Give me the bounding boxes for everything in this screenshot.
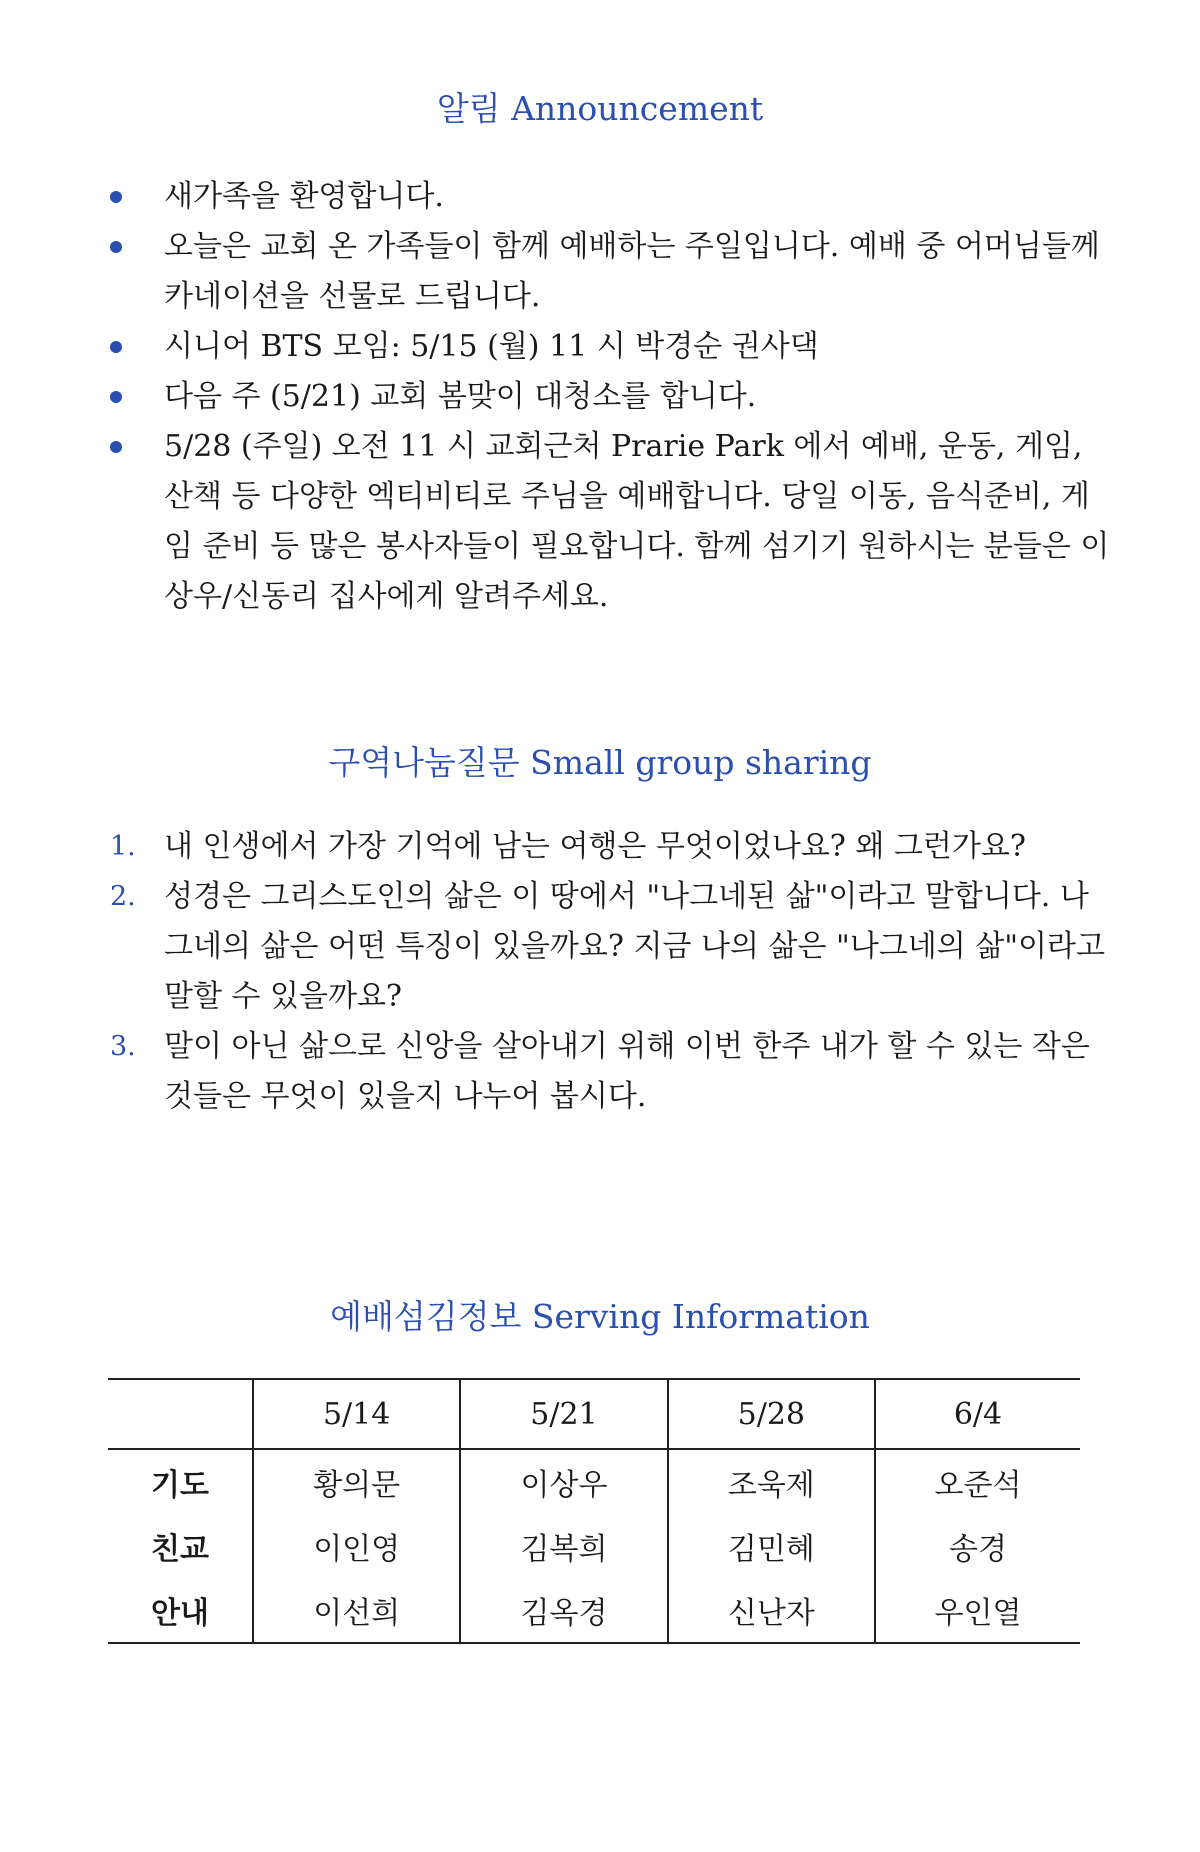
bullet-icon: [110, 391, 122, 403]
table-cell: 김옥경: [460, 1578, 667, 1643]
table-cell: 이인영: [253, 1514, 460, 1578]
table-cell: 김복희: [460, 1514, 667, 1578]
announcement-item: [110, 422, 1110, 622]
sharing-text: 내 인생에서 가장 기억에 남는 여행은 무엇이었나요? 왜 그런가요?: [164, 829, 1026, 864]
announcement-text: 5/28 (주일) 오전 11 시 교회근처 Prarie Park 에서 예배, 운동, 게임, 산책 등 다양한 엑티비티로 주님을 예배합니다. 당일 이동, 음식준비, 게임 준비 등 많은 봉사자들이 필요합니다. 함께 섬기기 원하시는 분들은 이상우/신동리 집사에게 알려주세요.: [164, 429, 1110, 614]
role-label: 친교: [151, 1532, 209, 1567]
announcement-item: [110, 172, 1110, 222]
table-cell: 조욱제: [668, 1449, 875, 1514]
table-cell: 오준석: [875, 1449, 1080, 1514]
announcement-text: 다음 주 (5/21) 교회 봄맞이 대청소를 합니다.: [164, 379, 757, 414]
date-header: 6/4: [875, 1379, 1080, 1449]
announcement-text: 새가족을 환영합니다.: [164, 179, 444, 214]
sharing-text: 말이 아닌 삶으로 신앙을 살아내기 위해 이번 한주 내가 할 수 있는 작은 것들은 무엇이 있을지 나누어 봅시다.: [164, 1029, 1090, 1114]
table-corner-cell: [108, 1379, 253, 1449]
serving-title: 예배섬김정보 Serving Information: [330, 1297, 870, 1336]
date-header: 5/28: [668, 1379, 875, 1449]
bullet-icon: [110, 241, 122, 253]
bullet-icon: [110, 441, 122, 453]
table-row: [108, 1578, 1080, 1643]
serving-table: [108, 1378, 1080, 1644]
table-cell: 이선희: [253, 1578, 460, 1643]
item-number: 2.: [110, 881, 136, 912]
announcement-item: [110, 322, 1110, 372]
date-header: 5/21: [460, 1379, 667, 1449]
table-header-row: [108, 1379, 1080, 1449]
announcement-text: 시니어 BTS 모임: 5/15 (월) 11 시 박경순 권사댁: [164, 329, 819, 364]
table-row: [108, 1449, 1080, 1514]
announcement-title: 알림 Announcement: [436, 89, 764, 128]
table-cell: 황의문: [253, 1449, 460, 1514]
table-row: [108, 1514, 1080, 1578]
date-header: 5/14: [253, 1379, 460, 1449]
role-label: 기도: [151, 1468, 209, 1503]
table-cell: 신난자: [668, 1578, 875, 1643]
sharing-item: [110, 822, 1110, 872]
bullet-icon: [110, 191, 122, 203]
sharing-item: [110, 1022, 1110, 1122]
role-label: 안내: [151, 1596, 209, 1631]
table-cell: 송경: [875, 1514, 1080, 1578]
item-number: 3.: [110, 1031, 136, 1062]
table-cell: 우인열: [875, 1578, 1080, 1643]
sharing-text: 성경은 그리스도인의 삶은 이 땅에서 "나그네된 삶"이라고 말합니다. 나그네의 삶은 어떤 특징이 있을까요? 지금 나의 삶은 "나그네의 삶"이라고 말할 수 있을까요?: [164, 879, 1105, 1014]
item-number: 1.: [110, 831, 136, 862]
sharing-list: [110, 822, 1110, 1122]
sharing-title: 구역나눔질문 Small group sharing: [328, 743, 872, 782]
bullet-icon: [110, 341, 122, 353]
announcement-item: [110, 222, 1110, 322]
table-cell: 김민혜: [668, 1514, 875, 1578]
announcement-list: [110, 172, 1110, 622]
sharing-item: [110, 872, 1110, 1022]
table-cell: 이상우: [460, 1449, 667, 1514]
announcement-item: [110, 372, 1110, 422]
announcement-text: 오늘은 교회 온 가족들이 함께 예배하는 주일입니다. 예배 중 어머님들께 카네이션을 선물로 드립니다.: [164, 229, 1100, 314]
